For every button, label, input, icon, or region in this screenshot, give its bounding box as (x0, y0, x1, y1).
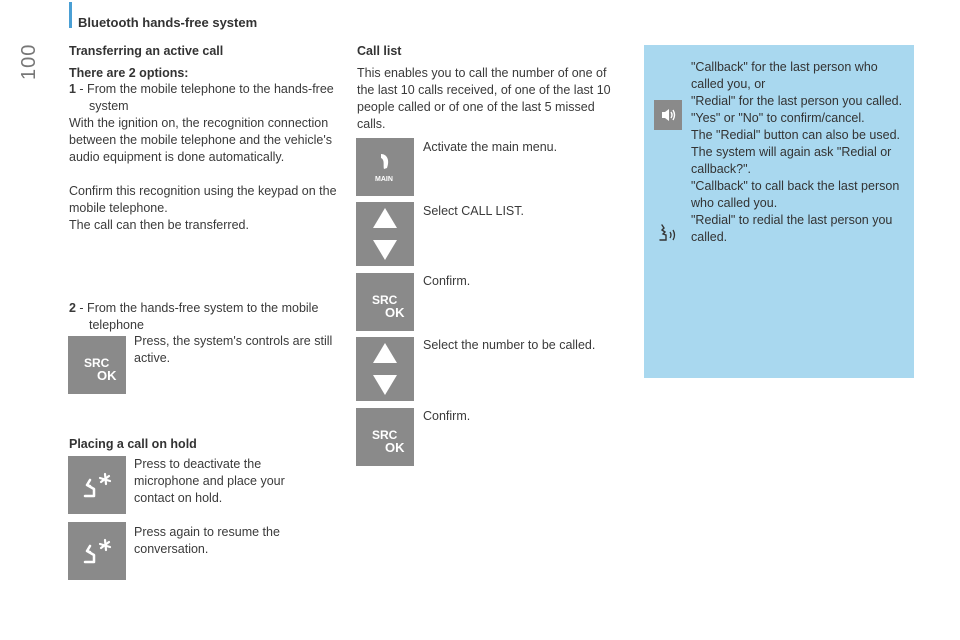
microphone-mute-icon (68, 456, 126, 514)
src-label: SRC (372, 428, 398, 442)
main-label: MAIN (375, 176, 393, 183)
option-2 (69, 300, 339, 334)
step-select-call-list: Select CALL LIST. (423, 204, 524, 218)
microphone-mute-icon (68, 522, 126, 580)
paragraph-confirm: Confirm this recognition using the keypad on the mobile telephone. (69, 184, 337, 215)
hold-button[interactable] (68, 456, 126, 514)
info-box-text (691, 59, 913, 246)
voice-command-info-box (644, 45, 914, 378)
header-accent-bar (69, 2, 72, 28)
option-1-text: - From the mobile telephone to the hands-free system (75, 82, 334, 113)
ok-label: OK (385, 305, 405, 320)
src-ok-button-confirm-2[interactable] (356, 408, 414, 466)
src-ok-button-confirm-1[interactable] (356, 273, 414, 331)
src-ok-icon (68, 336, 126, 394)
paragraph-recognition: With the ignition on, the recognition connection between the mobile telephone and the vehicle's audio equipment is done automatically. (69, 116, 332, 164)
src-ok-icon (356, 408, 414, 466)
info-line-redial-last: "Redial" to redial the last person you called. (691, 213, 893, 244)
info-line-redial-button: The "Redial" button can also be used. (691, 128, 901, 142)
step-confirm-1: Confirm. (423, 274, 471, 288)
step-select-number: Select the number to be called. (423, 338, 596, 352)
ok-label: OK (97, 368, 117, 383)
info-line-yes-no: "Yes" or "No" to confirm/cancel. (691, 111, 865, 125)
up-down-arrows-icon (356, 202, 414, 266)
src-ok-button-left[interactable] (68, 336, 126, 394)
option-1 (69, 81, 359, 115)
speaker-button[interactable] (654, 100, 682, 130)
ok-label: OK (385, 440, 405, 455)
option-1-number: 1 (69, 82, 76, 96)
up-down-arrows-icon (356, 337, 414, 401)
page-header-title: Bluetooth hands-free system (78, 15, 258, 30)
page-number: 100 (18, 43, 40, 80)
up-down-button-1[interactable] (356, 202, 414, 266)
call-list-intro: This enables you to call the number of one of the last 10 calls received, of one of the last 10 people called or of one of the last 5 missed calls. (357, 66, 611, 131)
up-down-button-2[interactable] (356, 337, 414, 401)
section-heading-call-list: Call list (357, 44, 402, 58)
paragraph-transfer: The call can then be transferred. (69, 218, 249, 232)
press-text: Press, the system's controls are still active. (134, 334, 333, 365)
hold-text-1: Press to deactivate the microphone and place your contact on hold. (134, 457, 285, 505)
voice-command-icon (656, 221, 682, 252)
info-line-system-ask: The system will again ask "Redial or callback?". (691, 145, 892, 176)
section-heading-hold: Placing a call on hold (69, 437, 197, 451)
src-label: SRC (372, 293, 398, 307)
option-2-text: - From the hands-free system to the mobile telephone (75, 301, 319, 332)
resume-button[interactable] (68, 522, 126, 580)
src-ok-icon (356, 273, 414, 331)
hold-text-2: Press again to resume the conversation. (134, 525, 280, 556)
option-2-number: 2 (69, 301, 76, 315)
info-line-redial: "Redial" for the last person you called. (691, 94, 903, 108)
speaker-icon (654, 100, 682, 130)
step-activate-menu: Activate the main menu. (423, 140, 558, 154)
section-heading-transfer: Transferring an active call (69, 44, 224, 58)
options-heading: There are 2 options: (69, 66, 189, 80)
src-label: SRC (84, 356, 110, 370)
step-confirm-2: Confirm. (423, 409, 471, 423)
info-line-callback: "Callback" to call back the last person who called you. (691, 179, 900, 210)
info-line-callback-or: "Callback" for the last person who called you, or (691, 60, 878, 91)
main-menu-button[interactable] (356, 138, 414, 196)
phone-main-icon (356, 138, 414, 196)
